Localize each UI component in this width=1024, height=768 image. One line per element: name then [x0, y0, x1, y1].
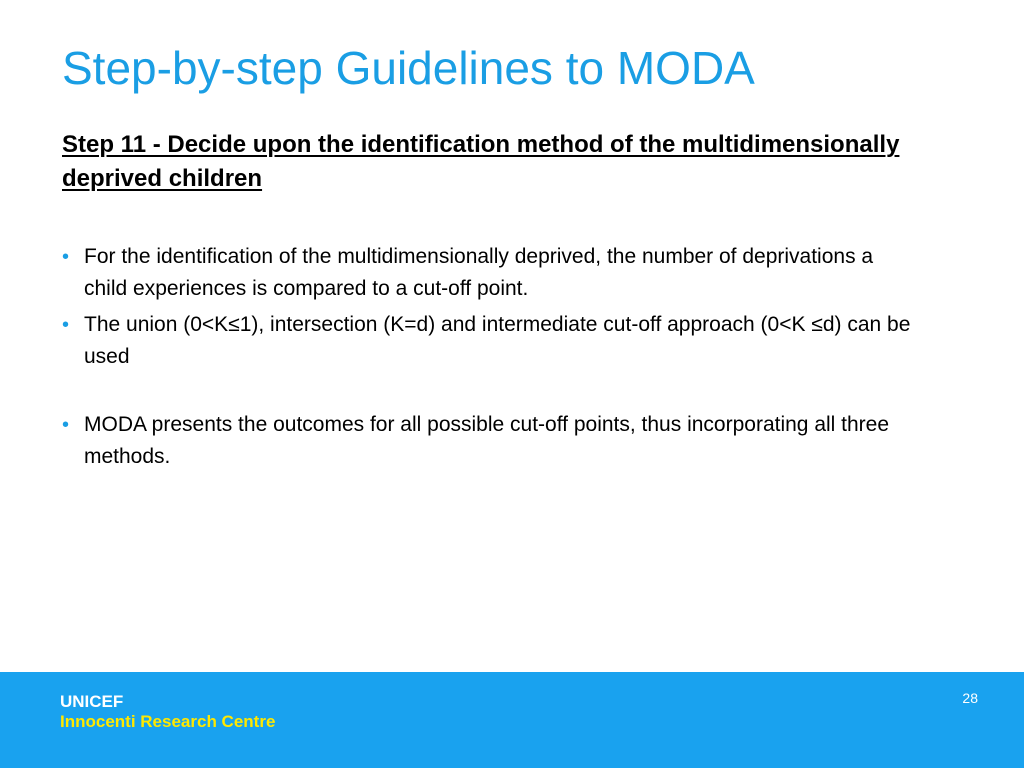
slide-title: Step-by-step Guidelines to MODA [62, 42, 755, 94]
centre-name: Innocenti Research Centre [60, 712, 276, 731]
bullet-marker: • [62, 314, 70, 336]
bullet-item [62, 241, 922, 305]
bullet-list [62, 241, 922, 477]
bullet-item [62, 309, 922, 373]
step-heading: Step 11 - Decide upon the identification method of the multidimensionally deprived children [62, 131, 900, 192]
org-name: UNICEF [60, 692, 124, 711]
bullet-marker: • [62, 246, 70, 268]
page-number: 28 [962, 690, 978, 706]
bullet-text: The union (0<K≤1), intersection (K=d) and intermediate cut-off approach (0<K ≤d) can be used [84, 313, 911, 368]
bullet-marker: • [62, 414, 70, 436]
footer-bar [0, 672, 1024, 768]
bullet-item [62, 409, 922, 473]
bullet-text: For the identification of the multidimensionally deprived, the number of deprivations a child experiences is compared to a cut-off point. [84, 245, 874, 300]
bullet-text: MODA presents the outcomes for all possible cut-off points, thus incorporating all three methods. [84, 413, 890, 468]
